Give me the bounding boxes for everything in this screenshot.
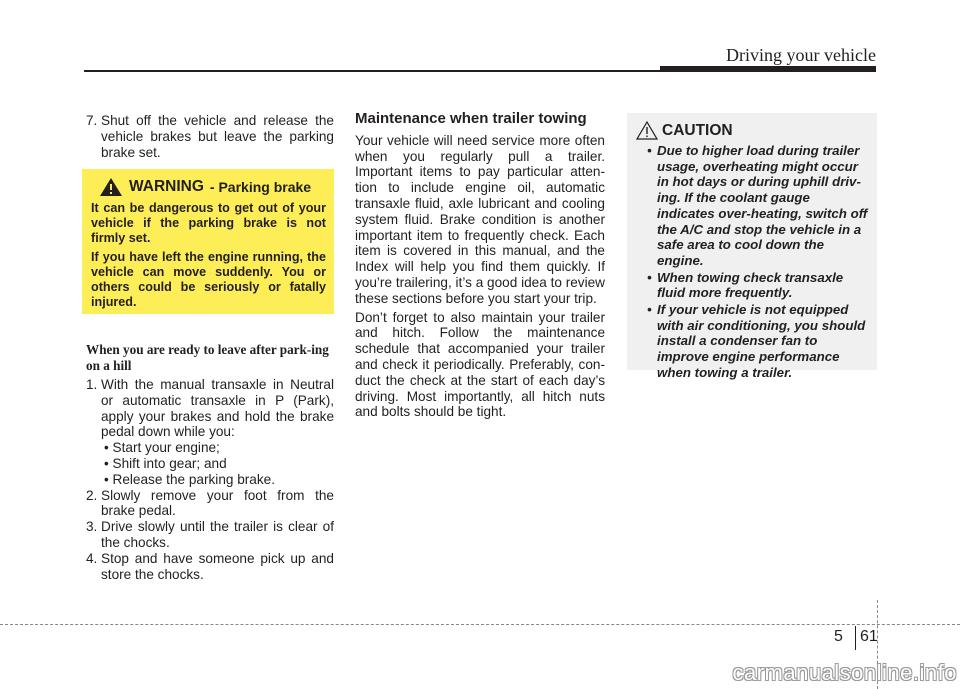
caution-title: CAUTION (662, 121, 733, 139)
step-text: Shut off the vehicle and release the vehicle brakes but leave the parking brake set. (101, 113, 334, 160)
paragraph: Your vehicle will need service more often when you regularly pull a trailer. Important items to pay particular atten-tion to include engine oil, automatic transaxle fluid, axle lubricant and cooling system fluid. Brake condition is another important item to frequently check. Each item is covered in this manual, and the Index will help you find them quickly. If you’re trailering, it’s a good idea to review these sections before you start your trip. (355, 132, 605, 306)
step-2 (86, 488, 334, 520)
step-4 (86, 551, 334, 583)
step-7 (86, 113, 334, 160)
header-rule-accent (660, 66, 876, 72)
step-text: Drive slowly until the trailer is clear of the chocks. (101, 519, 334, 550)
section-title: Maintenance when trailer towing (355, 110, 587, 127)
warning-box (82, 169, 334, 314)
warning-triangle-icon (99, 177, 123, 197)
bullet-glyph: • (647, 302, 652, 318)
caution-item (635, 143, 869, 269)
paragraph: Don’t forget to also maintain your trailer and hitch. Follow the maintenance schedule that accompanied your trailer and check it periodically. Preferably, con-duct the check at the start of each day’s driving. Most importantly, all hitch nuts and bolts should be tight. (355, 309, 605, 420)
warning-paragraph: If you have left the engine running, the vehicle can move suddenly. You or others could be seriously or fatally injured. (91, 249, 326, 310)
middle-column (355, 111, 605, 423)
caution-heading (635, 121, 869, 140)
chapter-number: 5 (834, 628, 843, 645)
caution-text: When towing check transaxle fluid more frequently. (657, 269, 844, 301)
footer-dashed-rule (0, 624, 960, 625)
watermark: carmanualsonline.info (732, 660, 957, 685)
step-text: With the manual transaxle in Neutral or automatic transaxle in P (Park), apply your brakes and hold the brake pedal down while you: (101, 377, 334, 440)
bullet-item: • Shift into gear; and (104, 455, 227, 471)
left-column (86, 113, 334, 160)
caution-triangle-icon (636, 121, 658, 140)
step-number: 2. (86, 487, 98, 503)
header-rule (84, 70, 744, 72)
step-number: 4. (86, 550, 98, 566)
bullet-item: • Start your engine; (104, 440, 220, 456)
warning-heading (91, 177, 326, 197)
warning-title: WARNING (129, 178, 204, 195)
hill-instructions (86, 342, 334, 582)
caution-item (635, 302, 869, 381)
step-text: Slowly remove your foot from the brake pedal. (101, 487, 334, 519)
bullet-item: • Release the parking brake. (104, 471, 276, 487)
subheading: When you are ready to leave after park-ing on a hill (86, 342, 329, 373)
page-number: 61 (860, 628, 878, 645)
step-3 (86, 519, 334, 551)
caution-item (635, 270, 869, 301)
step-number: 7. (86, 113, 98, 128)
warning-paragraph: It can be dangerous to get out of your vehicle if the parking brake is not firmly set. (91, 201, 326, 246)
bullet-glyph: • (647, 269, 652, 285)
warning-subtitle: - Parking brake (209, 179, 312, 195)
step-number: 1. (86, 377, 98, 392)
caution-text: Due to higher load during trailer usage, overheating might occur in hot days or during uphill driv-ing. If the coolant gauge indicates over-heating, switch off the A/C and stop the vehicle in a safe area to cool down the engine. (657, 143, 868, 268)
footer-divider (855, 626, 856, 650)
caution-text: If your vehicle is not equipped with air conditioning, you should install a condenser fan to improve engine performance when towing a trailer. (657, 302, 866, 380)
step-number: 3. (86, 519, 98, 535)
caution-box (627, 113, 877, 380)
step-text: Stop and have someone pick up and store the chocks. (101, 550, 334, 582)
page-header-title: Driving your vehicle (726, 45, 876, 65)
step-1 (86, 377, 334, 440)
bullet-glyph: • (647, 143, 652, 158)
